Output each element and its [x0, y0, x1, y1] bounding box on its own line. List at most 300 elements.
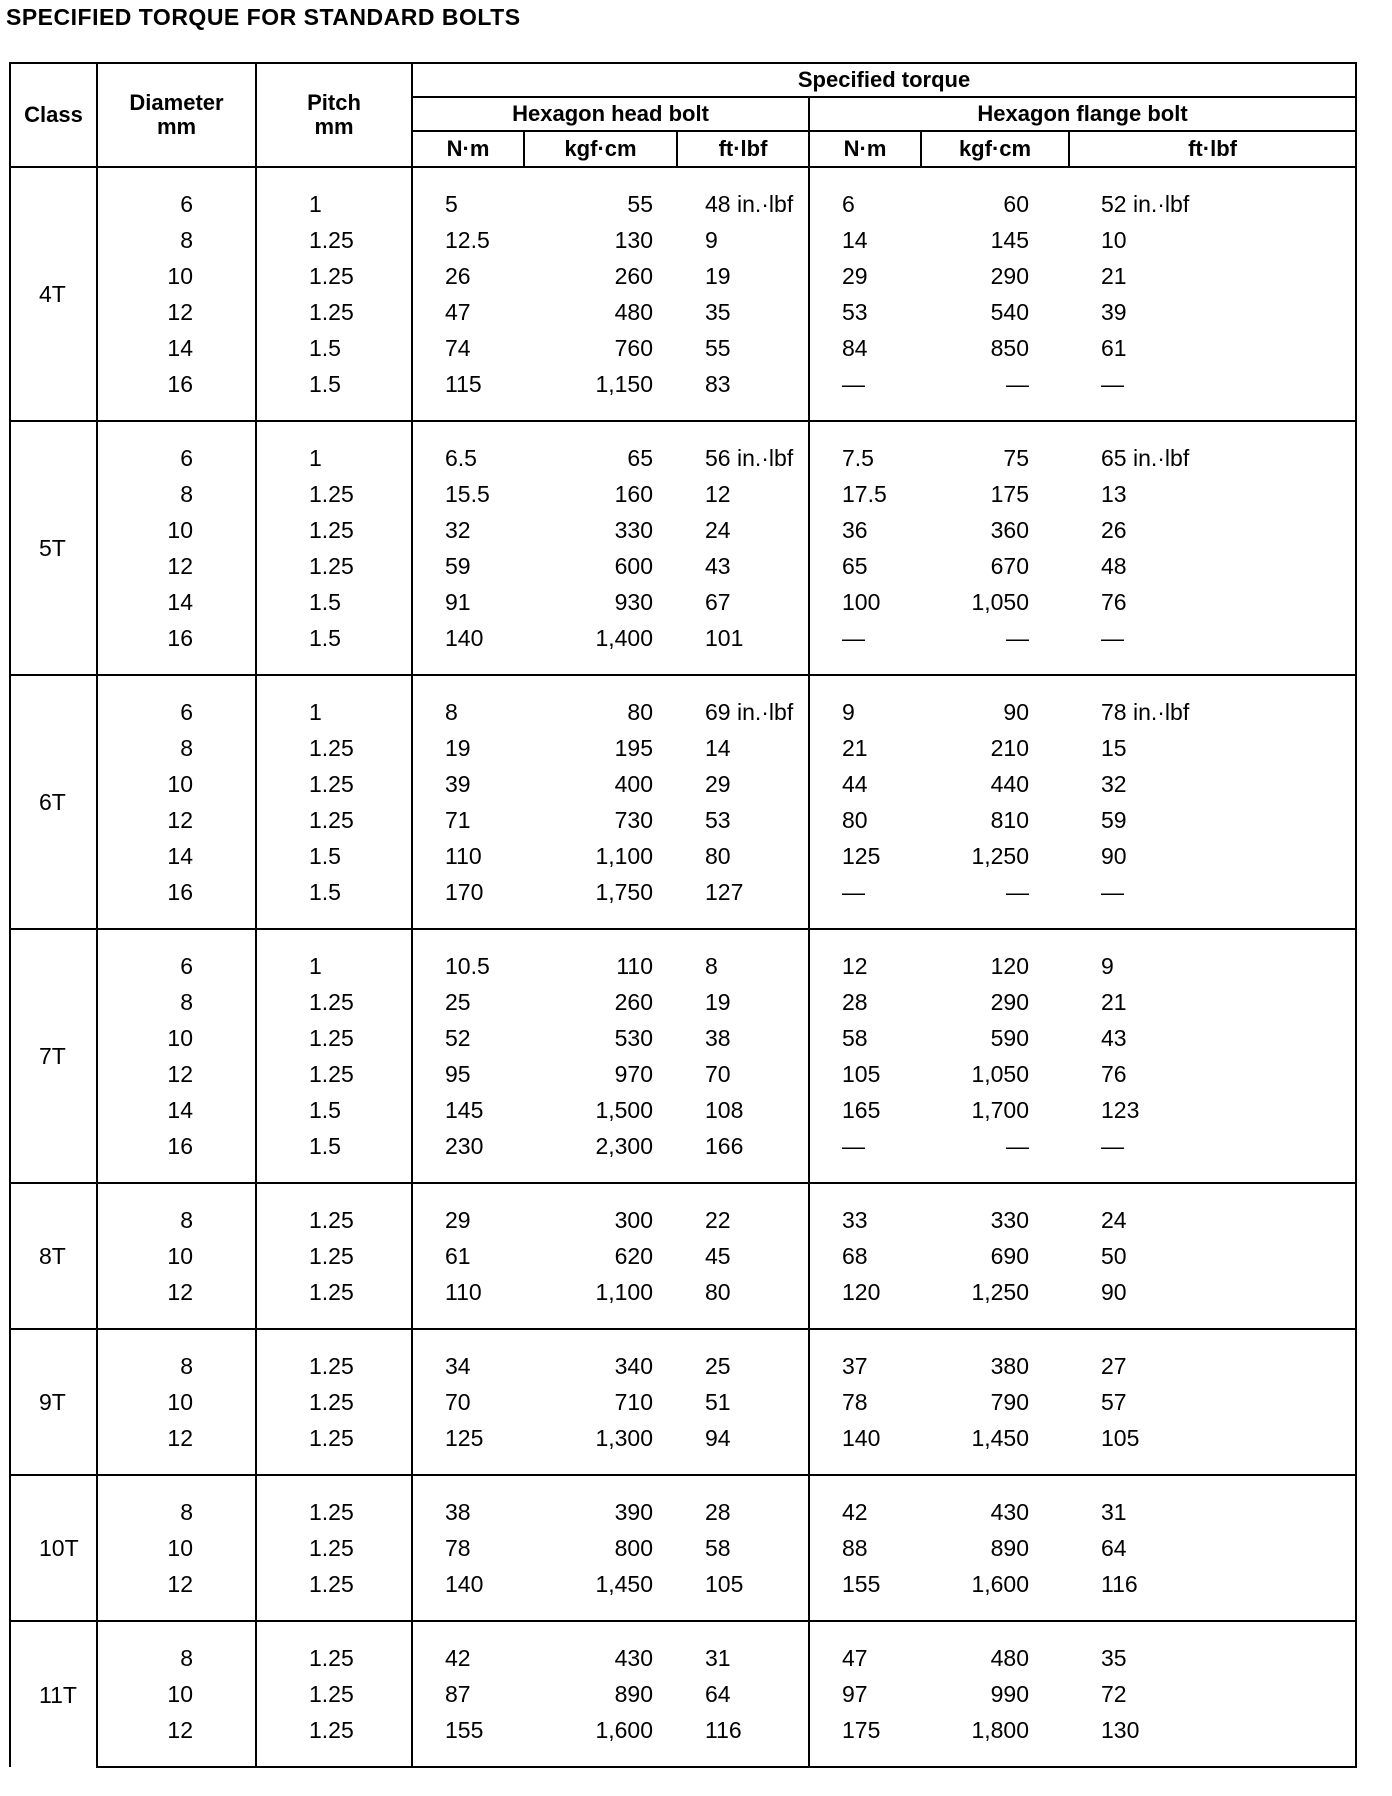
diameter-cell: 6 [97, 948, 256, 984]
spacer-cell [809, 1475, 921, 1494]
head-kgfcm-cell: 195 [614, 735, 653, 761]
flange-ftlbf-cell: 90 [1069, 1274, 1356, 1310]
group-spacer [10, 1329, 1356, 1348]
spacer-cell [256, 1602, 412, 1621]
spacer-cell [524, 656, 677, 675]
head-ftlbf-cell: 19 [677, 984, 809, 1020]
spacer-cell [809, 1164, 921, 1183]
head-nm-cell: 230 [412, 1128, 524, 1164]
head-nm-cell: 140 [412, 1566, 524, 1602]
spacer-cell [921, 1621, 1069, 1640]
head-ftlbf-cell: 55 [677, 330, 809, 366]
spacer-cell [524, 402, 677, 421]
spacer-cell [524, 1310, 677, 1329]
spacer-cell [677, 167, 809, 186]
spacer-cell [412, 675, 524, 694]
spacer-cell [97, 1456, 256, 1475]
head-kgfcm-cell: 1,750 [595, 879, 653, 905]
spacer-cell [412, 1621, 524, 1640]
group-spacer [10, 910, 1356, 929]
flange-ftlbf-cell: 27 [1069, 1348, 1356, 1384]
spacer-cell [256, 167, 412, 186]
flange-ftlbf-cell: 15 [1069, 730, 1356, 766]
table-body [10, 167, 1356, 1767]
head-ftlbf-cell: 38 [677, 1020, 809, 1056]
spacer-cell [677, 656, 809, 675]
spacer-cell [412, 1456, 524, 1475]
table-row [10, 766, 1356, 802]
spacer-cell [677, 1602, 809, 1621]
spacer-cell [921, 402, 1069, 421]
flange-nm-cell: 44 [809, 766, 921, 802]
flange-ftlbf-cell: 32 [1069, 766, 1356, 802]
spacer-cell [524, 675, 677, 694]
flange-kgfcm-cell: 990 [990, 1681, 1029, 1707]
head-nm-cell: 110 [412, 1274, 524, 1310]
head-kgfcm-cell: 110 [616, 953, 653, 979]
head-nm-cell: 70 [412, 1384, 524, 1420]
pitch-cell: 1 [256, 186, 412, 222]
flange-ftlbf-cell: 50 [1069, 1238, 1356, 1274]
spacer-cell [677, 1456, 809, 1475]
table-row [10, 620, 1356, 656]
diameter-cell: 6 [97, 440, 256, 476]
head-ftlbf-cell: 35 [677, 294, 809, 330]
spacer-cell [809, 402, 921, 421]
table-row [10, 1640, 1356, 1676]
head-ftlbf-cell: 48 in.·lbf [677, 186, 809, 222]
head-nm-cell: 8 [412, 694, 524, 730]
spacer-cell [677, 910, 809, 929]
spacer-cell [677, 1748, 809, 1767]
diameter-cell: 12 [97, 548, 256, 584]
spacer-cell [921, 1475, 1069, 1494]
group-spacer [10, 656, 1356, 675]
spacer-cell [1069, 656, 1356, 675]
spacer-cell [1069, 1456, 1356, 1475]
diameter-cell: 10 [97, 766, 256, 802]
spacer-cell [809, 1456, 921, 1475]
head-kgfcm-cell: 760 [614, 335, 653, 361]
table-row [10, 548, 1356, 584]
spacer-cell [412, 1329, 524, 1348]
flange-nm-cell: 88 [809, 1530, 921, 1566]
flange-nm-cell: 78 [809, 1384, 921, 1420]
flange-ftlbf-cell: 52 in.·lbf [1069, 186, 1356, 222]
diameter-cell: 12 [97, 1566, 256, 1602]
pitch-cell: 1.25 [256, 258, 412, 294]
flange-ftlbf-cell: 123 [1069, 1092, 1356, 1128]
class-cell: 4T [10, 167, 97, 421]
head-kgfcm-cell: 330 [614, 517, 653, 543]
diameter-cell: 12 [97, 1420, 256, 1456]
flange-kgfcm-cell: 590 [990, 1025, 1029, 1051]
spacer-cell [256, 929, 412, 948]
flange-ftlbf-cell: 64 [1069, 1530, 1356, 1566]
head-ftlbf-cell: 45 [677, 1238, 809, 1274]
flange-nm-cell: 140 [809, 1420, 921, 1456]
head-ftlbf-cell: 94 [677, 1420, 809, 1456]
flange-nm-cell: 17.5 [809, 476, 921, 512]
diameter-cell: 16 [97, 366, 256, 402]
head-ftlbf-cell: 58 [677, 1530, 809, 1566]
pitch-cell: 1.25 [256, 1056, 412, 1092]
diameter-cell: 8 [97, 1348, 256, 1384]
head-kgfcm-cell: 160 [614, 481, 653, 507]
head-nm-cell: 26 [412, 258, 524, 294]
pitch-cell: 1.25 [256, 1420, 412, 1456]
head-kgfcm-cell: 620 [614, 1243, 653, 1269]
spacer-cell [97, 1329, 256, 1348]
flange-kgfcm-cell: 1,250 [971, 1279, 1029, 1305]
flange-kgfcm-cell: 120 [990, 953, 1029, 979]
flange-nm-cell: 33 [809, 1202, 921, 1238]
unit-flange-kgfcm: kgf·cm [921, 131, 1069, 167]
pitch-cell: 1.25 [256, 1640, 412, 1676]
diameter-cell: 8 [97, 984, 256, 1020]
spacer-cell [524, 929, 677, 948]
pitch-cell: 1.25 [256, 1274, 412, 1310]
spacer-cell [921, 1748, 1069, 1767]
spacer-cell [256, 675, 412, 694]
pitch-cell: 1.5 [256, 838, 412, 874]
flange-kgfcm-cell: 810 [990, 807, 1029, 833]
spacer-cell [921, 929, 1069, 948]
head-nm-cell: 25 [412, 984, 524, 1020]
flange-nm-cell: 100 [809, 584, 921, 620]
head-ftlbf-cell: 28 [677, 1494, 809, 1530]
flange-kgfcm-cell: 175 [990, 481, 1029, 507]
diameter-cell: 8 [97, 1640, 256, 1676]
head-nm-cell: 52 [412, 1020, 524, 1056]
diameter-cell: 6 [97, 694, 256, 730]
flange-kgfcm-cell: 60 [1003, 191, 1029, 217]
spacer-cell [1069, 1310, 1356, 1329]
spacer-cell [677, 1475, 809, 1494]
head-kgfcm-cell: 600 [614, 553, 653, 579]
flange-nm-cell: 120 [809, 1274, 921, 1310]
diameter-cell: 10 [97, 258, 256, 294]
pitch-cell: 1.25 [256, 512, 412, 548]
flange-ftlbf-cell: — [1069, 620, 1356, 656]
table-row [10, 1566, 1356, 1602]
spacer-cell [412, 167, 524, 186]
head-nm-cell: 47 [412, 294, 524, 330]
head-nm-cell: 19 [412, 730, 524, 766]
flange-nm-cell: 53 [809, 294, 921, 330]
spacer-cell [97, 656, 256, 675]
flange-nm-cell: 65 [809, 548, 921, 584]
head-kgfcm-cell: 890 [614, 1681, 653, 1707]
header-class: Class [10, 63, 97, 167]
diameter-cell: 16 [97, 620, 256, 656]
head-nm-cell: 110 [412, 838, 524, 874]
spacer-cell [256, 910, 412, 929]
pitch-cell: 1 [256, 694, 412, 730]
diameter-cell: 16 [97, 1128, 256, 1164]
flange-kgfcm-cell: 540 [990, 299, 1029, 325]
spacer-cell [1069, 1602, 1356, 1621]
spacer-cell [97, 1475, 256, 1494]
flange-ftlbf-cell: 116 [1069, 1566, 1356, 1602]
flange-ftlbf-cell: 57 [1069, 1384, 1356, 1420]
spacer-cell [921, 1183, 1069, 1202]
spacer-cell [524, 1621, 677, 1640]
spacer-cell [1069, 1164, 1356, 1183]
head-nm-cell: 59 [412, 548, 524, 584]
spacer-cell [921, 675, 1069, 694]
head-ftlbf-cell: 127 [677, 874, 809, 910]
spacer-cell [97, 1310, 256, 1329]
head-ftlbf-cell: 83 [677, 366, 809, 402]
spacer-cell [97, 421, 256, 440]
flange-nm-cell: 58 [809, 1020, 921, 1056]
spacer-cell [97, 675, 256, 694]
diameter-cell: 12 [97, 802, 256, 838]
flange-kgfcm-cell: — [1006, 371, 1029, 397]
flange-kgfcm-cell: 790 [990, 1389, 1029, 1415]
group-spacer [10, 1164, 1356, 1183]
flange-nm-cell: 175 [809, 1712, 921, 1748]
spacer-cell [1069, 1329, 1356, 1348]
head-kgfcm-cell: 300 [614, 1207, 653, 1233]
head-nm-cell: 39 [412, 766, 524, 802]
head-kgfcm-cell: 1,150 [595, 371, 653, 397]
pitch-cell: 1.25 [256, 222, 412, 258]
head-nm-cell: 140 [412, 620, 524, 656]
flange-kgfcm-cell: 145 [990, 227, 1029, 253]
table-row [10, 1238, 1356, 1274]
head-kgfcm-cell: 1,100 [595, 1279, 653, 1305]
pitch-cell: 1.5 [256, 584, 412, 620]
pitch-cell: 1.25 [256, 766, 412, 802]
spacer-cell [97, 167, 256, 186]
flange-ftlbf-cell: 24 [1069, 1202, 1356, 1238]
spacer-cell [97, 1748, 256, 1767]
pitch-cell: 1.25 [256, 1202, 412, 1238]
head-nm-cell: 87 [412, 1676, 524, 1712]
table-row [10, 948, 1356, 984]
unit-head-nm: N·m [412, 131, 524, 167]
flange-kgfcm-cell: 1,600 [971, 1571, 1029, 1597]
spacer-cell [256, 1748, 412, 1767]
spacer-cell [677, 1164, 809, 1183]
diameter-cell: 16 [97, 874, 256, 910]
head-kgfcm-cell: 1,600 [595, 1717, 653, 1743]
pitch-cell: 1.25 [256, 1494, 412, 1530]
flange-kgfcm-cell: 850 [990, 335, 1029, 361]
head-ftlbf-cell: 31 [677, 1640, 809, 1676]
spacer-cell [1069, 421, 1356, 440]
head-kgfcm-cell: 970 [614, 1061, 653, 1087]
group-spacer [10, 1621, 1356, 1640]
spacer-cell [921, 656, 1069, 675]
head-kgfcm-cell: 260 [614, 263, 653, 289]
flange-ftlbf-cell: 90 [1069, 838, 1356, 874]
spacer-cell [412, 1602, 524, 1621]
class-cell: 10T [10, 1475, 97, 1621]
flange-ftlbf-cell: 9 [1069, 948, 1356, 984]
head-nm-cell: 115 [412, 366, 524, 402]
head-kgfcm-cell: 55 [627, 191, 653, 217]
table-row [10, 584, 1356, 620]
spacer-cell [524, 421, 677, 440]
spacer-cell [97, 1602, 256, 1621]
head-ftlbf-cell: 64 [677, 1676, 809, 1712]
flange-ftlbf-cell: — [1069, 1128, 1356, 1164]
flange-nm-cell: 9 [809, 694, 921, 730]
head-ftlbf-cell: 12 [677, 476, 809, 512]
flange-kgfcm-cell: 690 [990, 1243, 1029, 1269]
head-kgfcm-cell: 530 [614, 1025, 653, 1051]
head-ftlbf-cell: 80 [677, 1274, 809, 1310]
table-row [10, 730, 1356, 766]
flange-nm-cell: 14 [809, 222, 921, 258]
spacer-cell [809, 1310, 921, 1329]
spacer-cell [1069, 1621, 1356, 1640]
spacer-cell [921, 1602, 1069, 1621]
diameter-cell: 12 [97, 1056, 256, 1092]
spacer-cell [256, 1164, 412, 1183]
head-ftlbf-cell: 116 [677, 1712, 809, 1748]
spacer-cell [809, 656, 921, 675]
flange-ftlbf-cell: 21 [1069, 258, 1356, 294]
head-ftlbf-cell: 51 [677, 1384, 809, 1420]
flange-kgfcm-cell: 210 [990, 735, 1029, 761]
spacer-cell [97, 929, 256, 948]
spacer-cell [412, 1310, 524, 1329]
spacer-cell [809, 1748, 921, 1767]
head-ftlbf-cell: 43 [677, 548, 809, 584]
flange-kgfcm-cell: — [1006, 879, 1029, 905]
group-spacer [10, 421, 1356, 440]
head-nm-cell: 42 [412, 1640, 524, 1676]
head-nm-cell: 95 [412, 1056, 524, 1092]
head-kgfcm-cell: 130 [614, 227, 653, 253]
spacer-cell [256, 1456, 412, 1475]
table-row [10, 1420, 1356, 1456]
class-cell: 5T [10, 421, 97, 675]
flange-nm-cell: 165 [809, 1092, 921, 1128]
flange-ftlbf-cell: 43 [1069, 1020, 1356, 1056]
table-row [10, 1274, 1356, 1310]
spacer-cell [256, 1183, 412, 1202]
flange-kgfcm-cell: 290 [990, 263, 1029, 289]
flange-kgfcm-cell: 75 [1003, 445, 1029, 471]
flange-kgfcm-cell: 1,050 [971, 589, 1029, 615]
spacer-cell [809, 675, 921, 694]
flange-ftlbf-cell: 65 in.·lbf [1069, 440, 1356, 476]
spacer-cell [1069, 1748, 1356, 1767]
spacer-cell [809, 167, 921, 186]
table-row [10, 1092, 1356, 1128]
header-hexagon-flange-bolt: Hexagon flange bolt [809, 97, 1356, 131]
pitch-cell: 1.25 [256, 1676, 412, 1712]
flange-nm-cell: 37 [809, 1348, 921, 1384]
head-kgfcm-cell: 710 [614, 1389, 653, 1415]
spacer-cell [1069, 167, 1356, 186]
group-spacer [10, 1456, 1356, 1475]
spacer-cell [677, 402, 809, 421]
spacer-cell [97, 402, 256, 421]
head-ftlbf-cell: 69 in.·lbf [677, 694, 809, 730]
head-nm-cell: 38 [412, 1494, 524, 1530]
spacer-cell [97, 1621, 256, 1640]
table-row [10, 802, 1356, 838]
flange-nm-cell: 47 [809, 1640, 921, 1676]
spacer-cell [677, 1310, 809, 1329]
torque-table [9, 62, 1357, 1768]
flange-nm-cell: 125 [809, 838, 921, 874]
head-kgfcm-cell: 340 [614, 1353, 653, 1379]
spacer-cell [256, 1310, 412, 1329]
head-ftlbf-cell: 53 [677, 802, 809, 838]
table-row [10, 258, 1356, 294]
flange-nm-cell: 36 [809, 512, 921, 548]
class-cell: 11T [10, 1621, 97, 1767]
spacer-cell [809, 1329, 921, 1348]
flange-kgfcm-cell: — [1006, 1133, 1029, 1159]
table-row [10, 1712, 1356, 1748]
table-row [10, 838, 1356, 874]
spacer-cell [412, 1183, 524, 1202]
page-title: SPECIFIED TORQUE FOR STANDARD BOLTS [6, 4, 521, 30]
spacer-cell [256, 1329, 412, 1348]
table-row [10, 512, 1356, 548]
flange-nm-cell: 28 [809, 984, 921, 1020]
spacer-cell [1069, 1183, 1356, 1202]
flange-nm-cell: — [809, 1128, 921, 1164]
spacer-cell [1069, 910, 1356, 929]
flange-kgfcm-cell: 1,800 [971, 1717, 1029, 1743]
spacer-cell [677, 1183, 809, 1202]
diameter-cell: 12 [97, 1712, 256, 1748]
flange-ftlbf-cell: 21 [1069, 984, 1356, 1020]
flange-kgfcm-cell: 1,700 [971, 1097, 1029, 1123]
flange-kgfcm-cell: 90 [1003, 699, 1029, 725]
flange-ftlbf-cell: 130 [1069, 1712, 1356, 1748]
table-row [10, 1056, 1356, 1092]
head-kgfcm-cell: 1,500 [595, 1097, 653, 1123]
pitch-cell: 1.25 [256, 1566, 412, 1602]
head-ftlbf-cell: 105 [677, 1566, 809, 1602]
table-row [10, 440, 1356, 476]
head-nm-cell: 5 [412, 186, 524, 222]
class-cell: 7T [10, 929, 97, 1183]
head-kgfcm-cell: 65 [627, 445, 653, 471]
head-ftlbf-cell: 56 in.·lbf [677, 440, 809, 476]
head-ftlbf-cell: 22 [677, 1202, 809, 1238]
flange-kgfcm-cell: 670 [990, 553, 1029, 579]
pitch-cell: 1.5 [256, 366, 412, 402]
pitch-cell: 1.25 [256, 548, 412, 584]
head-kgfcm-cell: 1,100 [595, 843, 653, 869]
diameter-cell: 10 [97, 1020, 256, 1056]
diameter-cell: 8 [97, 730, 256, 766]
group-spacer [10, 1748, 1356, 1767]
flange-nm-cell: 7.5 [809, 440, 921, 476]
flange-nm-cell: 97 [809, 1676, 921, 1712]
table-row [10, 476, 1356, 512]
head-kgfcm-cell: 400 [614, 771, 653, 797]
pitch-cell: 1 [256, 948, 412, 984]
group-spacer [10, 1602, 1356, 1621]
spacer-cell [677, 929, 809, 948]
pitch-cell: 1.25 [256, 476, 412, 512]
header-hexagon-head-bolt: Hexagon head bolt [412, 97, 809, 131]
head-kgfcm-cell: 730 [614, 807, 653, 833]
diameter-cell: 8 [97, 1202, 256, 1238]
